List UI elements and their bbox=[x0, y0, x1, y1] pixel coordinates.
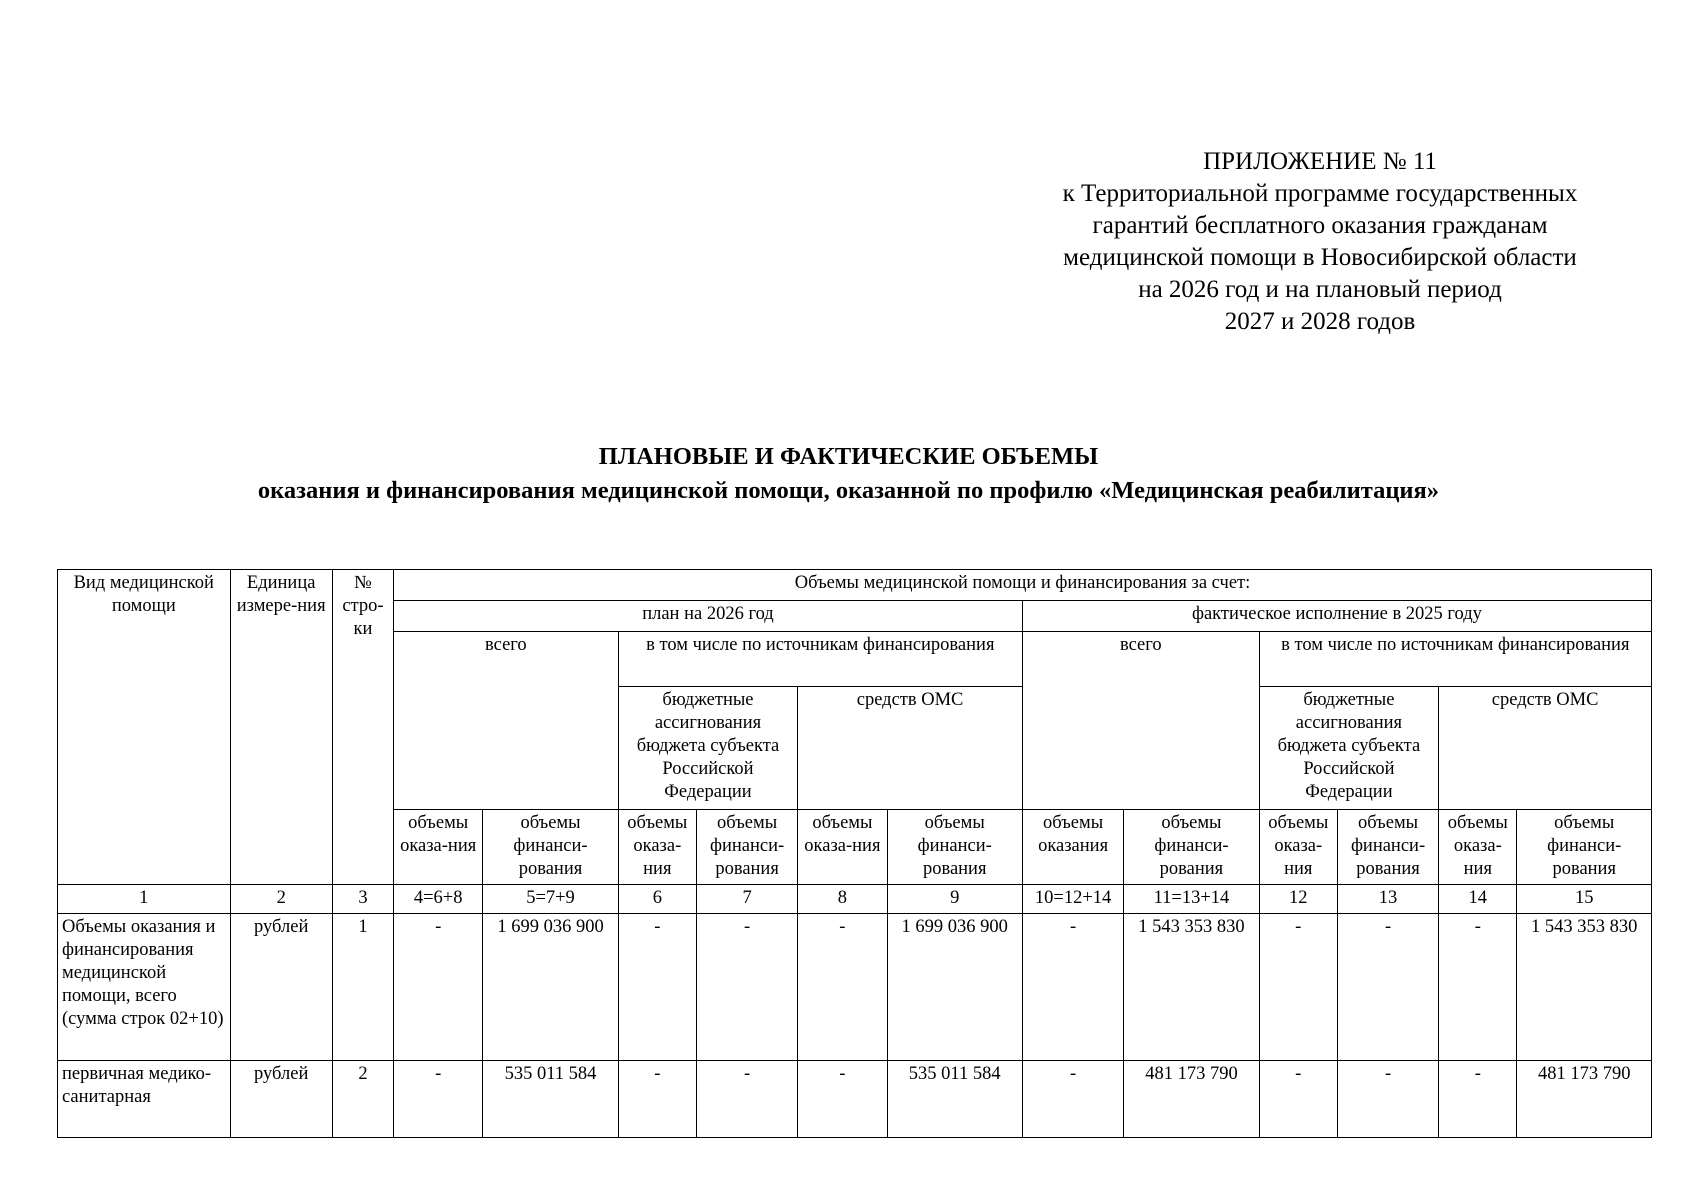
row-cell: - bbox=[696, 1061, 797, 1138]
header-volume-provision: объемы оказания bbox=[1022, 810, 1123, 885]
header-plan-2026: план на 2026 год bbox=[394, 601, 1023, 632]
row-cell: - bbox=[618, 1061, 696, 1138]
appendix-line: на 2026 год и на плановый период bbox=[1138, 276, 1502, 303]
column-number: 6 bbox=[618, 885, 696, 914]
row-unit: рублей bbox=[230, 914, 332, 1061]
row-cell: 481 173 790 bbox=[1517, 1061, 1652, 1138]
header-fact-2025: фактическое исполнение в 2025 году bbox=[1022, 601, 1651, 632]
volumes-table bbox=[57, 569, 1652, 1138]
table-row bbox=[58, 914, 1652, 1061]
header-volumes: Объемы медицинской помощи и финансирования за счет: bbox=[394, 570, 1652, 601]
header-fact-oms: средств ОМС bbox=[1439, 687, 1652, 810]
column-number: 3 bbox=[332, 885, 393, 914]
header-plan-budget: бюджетные ассигнования бюджета субъекта Российской Федерации bbox=[618, 687, 798, 810]
row-cell: - bbox=[394, 914, 483, 1061]
row-cell: - bbox=[1337, 1061, 1438, 1138]
row-cell: - bbox=[1022, 1061, 1123, 1138]
header-volume-financing: объемы финанси-рования bbox=[696, 810, 797, 885]
header-fact-total: всего bbox=[1022, 632, 1259, 810]
row-number: 2 bbox=[332, 1061, 393, 1138]
column-number: 10=12+14 bbox=[1022, 885, 1123, 914]
header-volume-financing: объемы финанси-рования bbox=[1517, 810, 1652, 885]
row-cell: 481 173 790 bbox=[1124, 1061, 1259, 1138]
table-row bbox=[58, 1061, 1652, 1138]
appendix-line: гарантий бесплатного оказания гражданам bbox=[1092, 212, 1548, 239]
title-line-sub: оказания и финансирования медицинской помощи, оказанной по профилю «Медицинская реабилитация» bbox=[257, 477, 1440, 504]
row-type: Объемы оказания и финансирования медицинской помощи, всего (сумма строк 02+10) bbox=[58, 914, 231, 1061]
header-volume-financing: объемы финанси-рования bbox=[1337, 810, 1438, 885]
header-volume-provision: объемы оказа-ния bbox=[798, 810, 887, 885]
appendix-number: ПРИЛОЖЕНИЕ № 11 bbox=[1203, 148, 1437, 175]
header-fact-budget: бюджетные ассигнования бюджета субъекта Российской Федерации bbox=[1259, 687, 1439, 810]
row-cell: 1 699 036 900 bbox=[887, 914, 1022, 1061]
column-number: 7 bbox=[696, 885, 797, 914]
column-number: 5=7+9 bbox=[483, 885, 618, 914]
row-cell: 1 543 353 830 bbox=[1124, 914, 1259, 1061]
column-number: 8 bbox=[798, 885, 887, 914]
header-volume-financing: объемы финанси-рования bbox=[887, 810, 1022, 885]
header-plan-oms: средств ОМС bbox=[798, 687, 1023, 810]
header-volume-provision: объемы оказа-ния bbox=[1259, 810, 1337, 885]
row-cell: - bbox=[798, 914, 887, 1061]
row-cell: 1 543 353 830 bbox=[1517, 914, 1652, 1061]
header-plan-sources: в том числе по источникам финансирования bbox=[618, 632, 1022, 687]
row-cell: - bbox=[1259, 1061, 1337, 1138]
header-volume-financing: объемы финанси-рования bbox=[483, 810, 618, 885]
appendix-line: 2027 и 2028 годов bbox=[1224, 308, 1416, 335]
header-type: Вид медицинской помощи bbox=[58, 570, 231, 885]
header-row-number: № стро-ки bbox=[332, 570, 393, 885]
column-number: 11=13+14 bbox=[1124, 885, 1259, 914]
document-title bbox=[0, 440, 1697, 508]
header-volume-financing: объемы финанси-рования bbox=[1124, 810, 1259, 885]
header-plan-total: всего bbox=[394, 632, 619, 810]
header-unit: Единица измере-ния bbox=[230, 570, 332, 885]
header-volume-provision: объемы оказа-ния bbox=[1439, 810, 1517, 885]
appendix-line: к Территориальной программе государственных bbox=[1062, 180, 1578, 207]
row-cell: - bbox=[1022, 914, 1123, 1061]
row-cell: 1 699 036 900 bbox=[483, 914, 618, 1061]
column-number: 9 bbox=[887, 885, 1022, 914]
header-volume-provision: объемы оказа-ния bbox=[618, 810, 696, 885]
row-cell: - bbox=[1259, 914, 1337, 1061]
row-cell: 535 011 584 bbox=[887, 1061, 1022, 1138]
row-number: 1 bbox=[332, 914, 393, 1061]
header-fact-sources: в том числе по источникам финансирования bbox=[1259, 632, 1651, 687]
row-cell: - bbox=[1439, 914, 1517, 1061]
column-number: 14 bbox=[1439, 885, 1517, 914]
row-cell: - bbox=[798, 1061, 887, 1138]
column-numbers-row bbox=[58, 885, 1652, 914]
title-line-main: ПЛАНОВЫЕ И ФАКТИЧЕСКИЕ ОБЪЕМЫ bbox=[598, 443, 1099, 470]
appendix-line: медицинской помощи в Новосибирской области bbox=[1063, 244, 1577, 271]
column-number: 1 bbox=[58, 885, 231, 914]
column-number: 13 bbox=[1337, 885, 1438, 914]
row-cell: - bbox=[618, 914, 696, 1061]
column-number: 4=6+8 bbox=[394, 885, 483, 914]
row-unit: рублей bbox=[230, 1061, 332, 1138]
header-volume-provision: объемы оказа-ния bbox=[394, 810, 483, 885]
row-cell: - bbox=[1337, 914, 1438, 1061]
column-number: 15 bbox=[1517, 885, 1652, 914]
row-type: первичная медико-санитарная bbox=[58, 1061, 231, 1138]
appendix-block bbox=[1030, 146, 1610, 338]
column-number: 2 bbox=[230, 885, 332, 914]
row-cell: 535 011 584 bbox=[483, 1061, 618, 1138]
column-number: 12 bbox=[1259, 885, 1337, 914]
row-cell: - bbox=[394, 1061, 483, 1138]
row-cell: - bbox=[696, 914, 797, 1061]
row-cell: - bbox=[1439, 1061, 1517, 1138]
